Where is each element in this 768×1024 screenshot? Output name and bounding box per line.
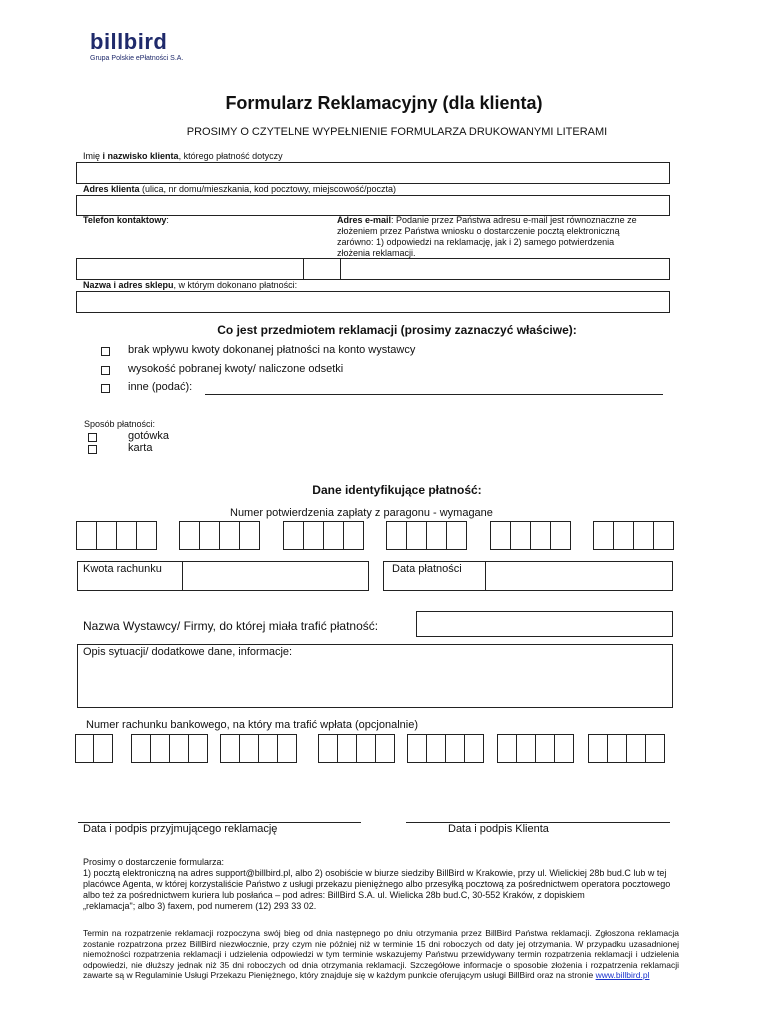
payment-card-checkbox[interactable] [88, 445, 97, 454]
account-digit-cell[interactable] [189, 734, 208, 763]
account-digit-cell[interactable] [220, 734, 240, 763]
account-digit-cell[interactable] [75, 734, 94, 763]
receipt-digit-cell[interactable] [654, 521, 674, 550]
account-digit-cell[interactable] [465, 734, 484, 763]
account-group-2 [131, 734, 208, 763]
account-digit-cell[interactable] [338, 734, 357, 763]
terms-paragraph [83, 928, 679, 981]
phone-label: Telefon kontaktowy: [83, 215, 169, 225]
receipt-group-2 [179, 521, 260, 550]
account-digit-cell[interactable] [94, 734, 113, 763]
name-label-part-1: Imię [83, 151, 101, 161]
identification-heading: Dane identyfikujące płatność: [312, 483, 482, 497]
address-field[interactable] [76, 195, 670, 216]
shop-label-part-2: , w którym dokonano płatności: [173, 280, 298, 290]
account-group-1 [75, 734, 113, 763]
logo-subtitle: Grupa Polskie ePłatności S.A. [90, 55, 184, 62]
complaint-option-3-label: inne (podać): [128, 381, 193, 393]
receipt-group-4 [386, 521, 467, 550]
account-digit-cell[interactable] [259, 734, 278, 763]
phone-extra-cell[interactable] [303, 258, 341, 280]
address-label [83, 184, 396, 195]
complaint-heading: Co jest przedmiotem reklamacji (prosimy zaznaczyć właściwe): [217, 323, 577, 337]
phone-field[interactable] [76, 258, 304, 280]
receipt-digit-cell[interactable] [76, 521, 97, 550]
delivery-instructions [83, 857, 679, 912]
email-note: : Podanie przez Państwa adresu e-mail jest równoznaczne ze złożeniem przez Państwa wniosku o dostarczenie pocztą elektroniczną zarówno: 1) odpowiedzi na reklamację, jak i 2) samego potwierdzenia złożenia reklamacji. [337, 215, 637, 258]
account-digit-cell[interactable] [555, 734, 574, 763]
account-digit-cell[interactable] [517, 734, 536, 763]
account-digit-cell[interactable] [646, 734, 665, 763]
account-digit-cell[interactable] [627, 734, 646, 763]
complaint-option-2-label: wysokość pobranej kwoty/ naliczone odsetki [128, 363, 344, 375]
account-digit-cell[interactable] [376, 734, 395, 763]
account-digit-cell[interactable] [608, 734, 627, 763]
issuer-label: Nazwa Wystawcy/ Firmy, do której miała trafić płatność: [83, 619, 379, 633]
complaint-option-1-label: brak wpływu kwoty dokonanej płatności na konto wystawcy [128, 344, 416, 356]
receipt-digit-cell[interactable] [137, 521, 157, 550]
receipt-group-6 [593, 521, 674, 550]
receipt-digit-cell[interactable] [427, 521, 447, 550]
account-digit-cell[interactable] [536, 734, 555, 763]
account-digit-cell[interactable] [318, 734, 338, 763]
account-digit-cell[interactable] [407, 734, 427, 763]
page-title: Formularz Reklamacyjny (dla klienta) [225, 93, 543, 113]
receipt-digit-cell[interactable] [324, 521, 344, 550]
account-group-7 [588, 734, 665, 763]
account-digit-cell[interactable] [131, 734, 151, 763]
date-label-cell [383, 561, 486, 591]
receipt-digit-cell[interactable] [490, 521, 511, 550]
billbird-website-link[interactable]: www.billbird.pl [595, 970, 650, 980]
receipt-digit-cell[interactable] [634, 521, 654, 550]
name-label-part-2: i nazwisko klienta [102, 151, 179, 161]
receipt-group-1 [76, 521, 157, 550]
description-label: Opis sytuacji/ dodatkowe dane, informacje: [83, 646, 293, 658]
account-digit-cell[interactable] [588, 734, 608, 763]
receiver-signature-label: Data i podpis przyjmującego reklamację [83, 823, 278, 835]
address-label-part-2: (ulica, nr domu/mieszkania, kod pocztowy, miejscowość/poczta) [139, 184, 396, 194]
shop-field[interactable] [76, 291, 670, 313]
email-field[interactable] [340, 258, 670, 280]
receipt-group-3 [283, 521, 364, 550]
receipt-digit-cell[interactable] [614, 521, 634, 550]
delivery-intro: Prosimy o dostarczenie formularza: [83, 857, 225, 867]
logo-brand: billbird [90, 29, 168, 54]
receipt-digit-cell[interactable] [511, 521, 531, 550]
account-group-3 [220, 734, 297, 763]
form-instruction: PROSIMY O CZYTELNE WYPEŁNIENIE FORMULARZA DRUKOWANYMI LITERAMI [186, 126, 608, 138]
complaint-option-1-checkbox[interactable] [101, 347, 110, 356]
complaint-option-2-checkbox[interactable] [101, 366, 110, 375]
account-group-5 [407, 734, 484, 763]
receipt-digit-cell[interactable] [344, 521, 364, 550]
account-digit-cell[interactable] [446, 734, 465, 763]
receipt-digit-cell[interactable] [593, 521, 614, 550]
email-label [337, 215, 642, 259]
account-number-label: Numer rachunku bankowego, na który ma trafić wpłata (opcjonalnie) [86, 719, 418, 731]
account-digit-cell[interactable] [427, 734, 446, 763]
complaint-other-line[interactable] [205, 394, 663, 395]
receipt-digit-cell[interactable] [407, 521, 427, 550]
amount-label-cell [77, 561, 183, 591]
receipt-digit-cell[interactable] [200, 521, 220, 550]
address-label-part-1: Adres klienta [83, 184, 140, 194]
receipt-digit-cell[interactable] [551, 521, 571, 550]
email-label-title: Adres e-mail [337, 215, 392, 225]
amount-field[interactable] [182, 561, 369, 591]
receipt-digit-cell[interactable] [220, 521, 240, 550]
complaint-option-3-checkbox[interactable] [101, 384, 110, 393]
client-signature-label: Data i podpis Klienta [448, 823, 549, 835]
payment-cash-label: gotówka [128, 430, 169, 442]
logo [90, 30, 183, 63]
account-group-4 [318, 734, 395, 763]
name-field[interactable] [76, 162, 670, 184]
receipt-digit-cell[interactable] [386, 521, 407, 550]
receipt-group-5 [490, 521, 571, 550]
account-digit-cell[interactable] [170, 734, 189, 763]
receipt-digit-cell[interactable] [240, 521, 260, 550]
receipt-digit-cell[interactable] [283, 521, 304, 550]
amount-label: Kwota rachunku [83, 563, 162, 575]
date-field[interactable] [485, 561, 673, 591]
receipt-digit-cell[interactable] [97, 521, 117, 550]
payment-card-label: karta [128, 442, 153, 454]
name-label [83, 151, 283, 162]
name-label-part-3: , którego płatność dotyczy [178, 151, 283, 161]
account-group-6 [497, 734, 574, 763]
receipt-digit-cell[interactable] [304, 521, 324, 550]
receipt-digit-cell[interactable] [179, 521, 200, 550]
account-digit-cell[interactable] [357, 734, 376, 763]
receipt-digit-cell[interactable] [447, 521, 467, 550]
delivery-option-2: „reklamacja"; albo 3) faxem, pod numerem (12) 293 33 02. [83, 901, 317, 911]
payment-method-label: Sposób płatności: [84, 419, 156, 429]
account-digit-cell[interactable] [240, 734, 259, 763]
account-digit-cell[interactable] [151, 734, 170, 763]
receipt-number-label: Numer potwierdzenia zapłaty z paragonu - wymagane [230, 507, 493, 519]
issuer-field[interactable] [416, 611, 673, 637]
shop-label-part-1: Nazwa i adres sklepu [83, 280, 174, 290]
receipt-digit-cell[interactable] [531, 521, 551, 550]
payment-cash-checkbox[interactable] [88, 433, 97, 442]
date-label: Data płatności [392, 563, 462, 575]
shop-label [83, 280, 297, 291]
account-digit-cell[interactable] [497, 734, 517, 763]
description-field[interactable] [77, 644, 673, 708]
delivery-option-1: 1) pocztą elektroniczną na adres support@billbird.pl, albo 2) osobiście w biurze siedziby BillBird w Krakowie, przy ul. Wielickiej 28b bud.C lub w tej placówce Agenta, w której korzystaliście Państwo z usługi przekazu pieniężnego albo przesyłką pocztową za pośrednictwem operatora pocztowego albo też za pośrednictwem kuriera lub posłańca – pod adres: BillBird S.A. ul. Wielicka 28b bud.C, 30-552 Kraków, z dopiskiem [83, 868, 671, 900]
receipt-digit-cell[interactable] [117, 521, 137, 550]
account-digit-cell[interactable] [278, 734, 297, 763]
terms-text: Termin na rozpatrzenie reklamacji rozpoczyna swój bieg od dnia następnego po dniu otrzymania przez BillBird Państwa reklamacji. Zgłoszona reklamacja zostanie rozpatrzona przez BillBird niezwłocznie, przy czym nie później niż w terminie 15 dni roboczych od daty jej otrzymania. W przypadku uzasadnionej niemożności rozpatrzenia reklamacji i udzielenia odpowiedzi w tym terminie wskazujemy Państwu przewidywany termin rozpatrzenia reklamacji i udzielenia odpowiedzi, nie dłuższy jednak niż 35 dni roboczych od dnia otrzymania reklamacji. Szczegółowe informacje o sposobie złożenia i rozpatrzenia reklamacji zawarte są w Regulaminie Usługi Przekazu Pieniężnego, który znajduje się w każdym punkcie oferującym usługi BillBird oraz na stronie [83, 928, 679, 980]
